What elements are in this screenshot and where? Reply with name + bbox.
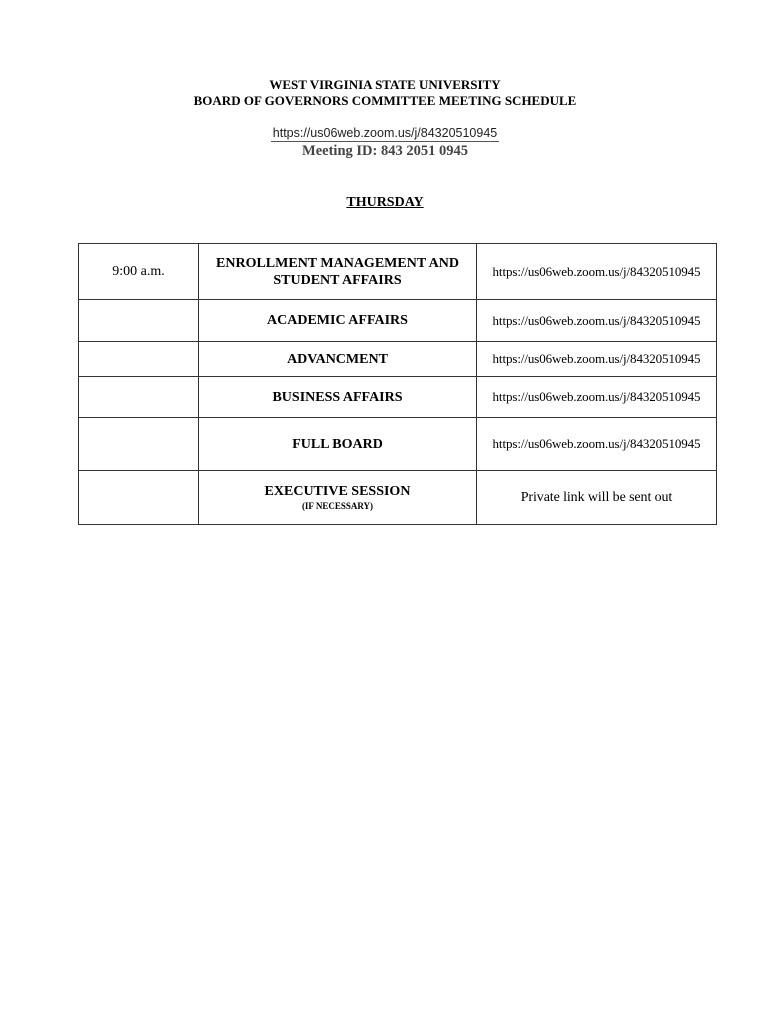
table-row (79, 471, 717, 525)
committee-name: FULL BOARD (199, 418, 477, 471)
meeting-link[interactable]: https://us06web.zoom.us/j/84320510945 (477, 342, 717, 377)
meeting-id: Meeting ID: 843 2051 0945 (302, 143, 468, 159)
committee-name: ACADEMIC AFFAIRS (199, 300, 477, 342)
table-row (79, 244, 717, 300)
time-cell (79, 471, 199, 525)
day-heading (0, 194, 770, 211)
committee-name: ADVANCMENT (199, 342, 477, 377)
meeting-link[interactable]: https://us06web.zoom.us/j/84320510945 (477, 300, 717, 342)
time-cell (79, 377, 199, 418)
committee-name: BUSINESS AFFAIRS (199, 377, 477, 418)
committee-note: (IF NECESSARY) (301, 501, 374, 511)
time-cell (79, 342, 199, 377)
private-link-note: Private link will be sent out (477, 471, 717, 525)
schedule-table (78, 243, 717, 525)
committee-name: EXECUTIVE SESSION (264, 484, 411, 499)
meeting-link[interactable]: https://us06web.zoom.us/j/84320510945 (477, 418, 717, 471)
time-cell (79, 418, 199, 471)
time-cell (79, 300, 199, 342)
committee-cell (199, 471, 477, 525)
committee-cell (199, 244, 477, 300)
table-row (79, 377, 717, 418)
time-cell: 9:00 a.m. (79, 244, 199, 300)
table-row (79, 418, 717, 471)
document-title-line1: WEST VIRGINIA STATE UNIVERSITY (269, 77, 501, 92)
committee-name-line2: STUDENT AFFAIRS (273, 272, 402, 288)
document-title-line2: BOARD OF GOVERNORS COMMITTEE MEETING SCHEDULE (193, 93, 577, 108)
zoom-link[interactable]: https://us06web.zoom.us/j/84320510945 (272, 126, 498, 140)
zoom-link-header (0, 126, 770, 141)
meeting-link[interactable]: https://us06web.zoom.us/j/84320510945 (477, 244, 717, 300)
table-row (79, 300, 717, 342)
day-label: THURSDAY (346, 195, 424, 210)
table-row (79, 342, 717, 377)
committee-name-line1: ENROLLMENT MANAGEMENT AND (216, 255, 459, 271)
meeting-link[interactable]: https://us06web.zoom.us/j/84320510945 (477, 377, 717, 418)
